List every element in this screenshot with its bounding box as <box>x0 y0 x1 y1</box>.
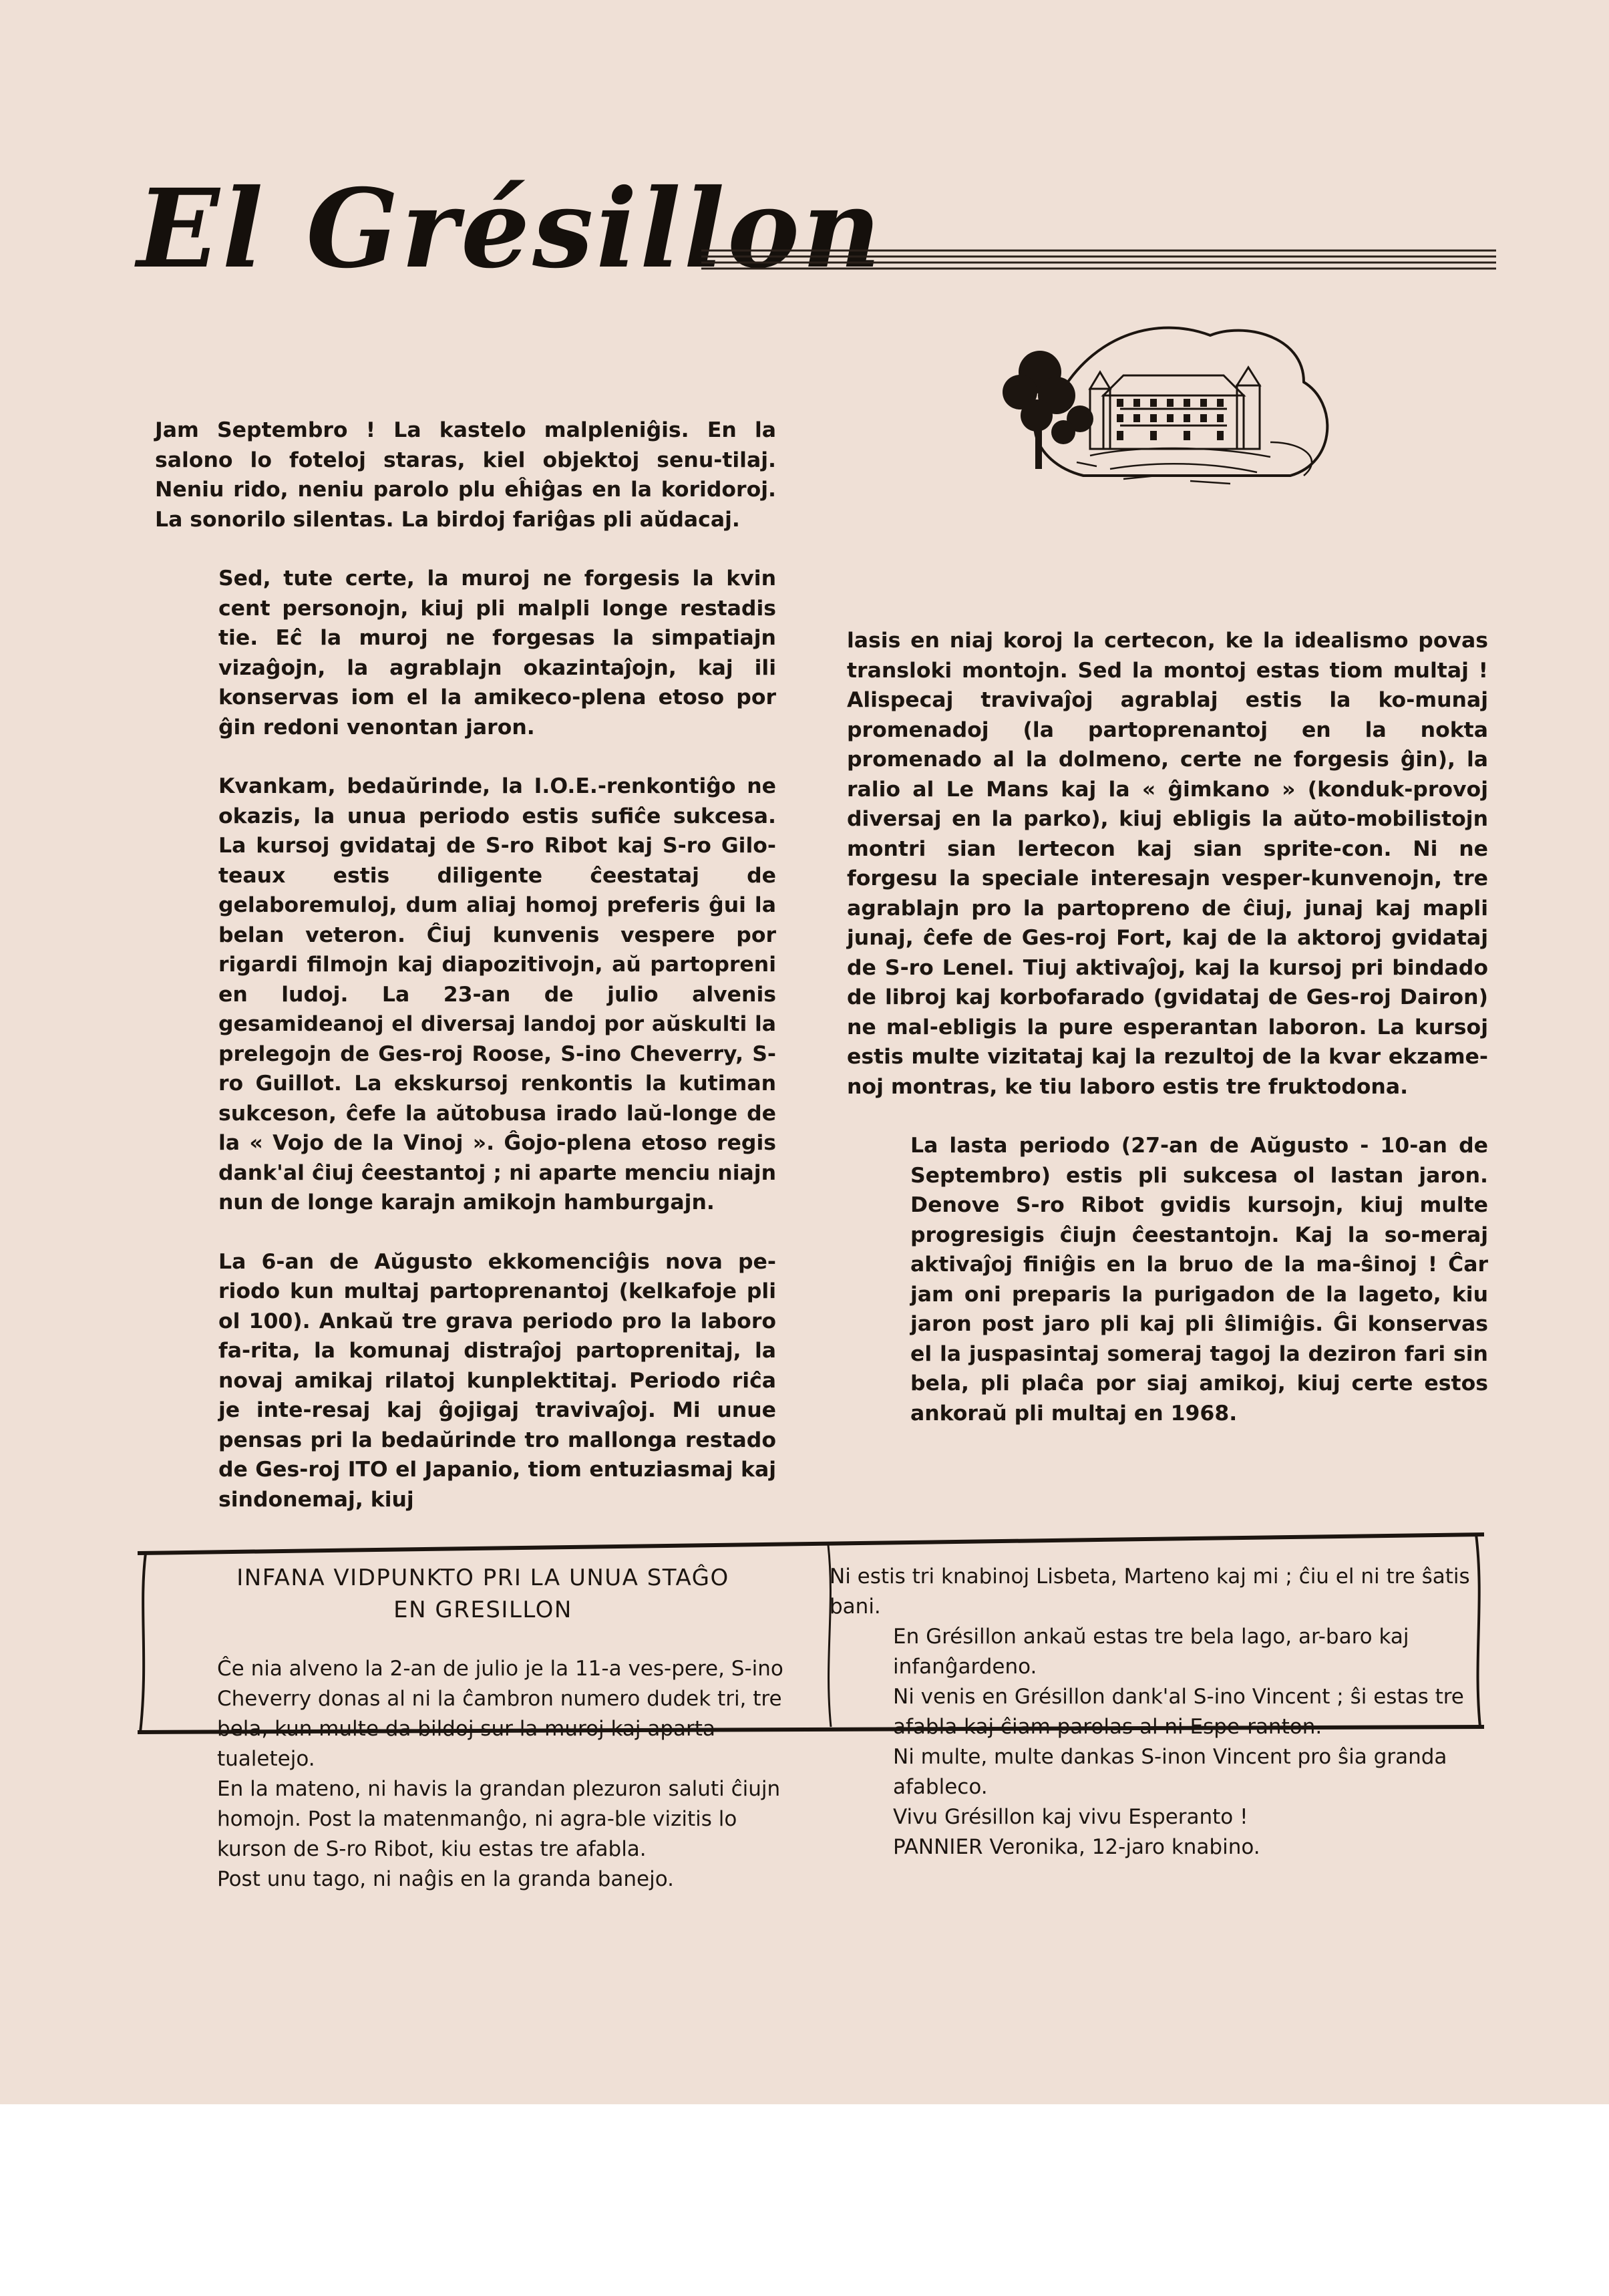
article-right-column <box>847 626 1488 1428</box>
paragraph: Kvankam, bedaŭrinde, la I.O.E.-renkontiĝo ne okazis, la unua periodo estis sufiĉe sukcesa. La kursoj gvidataj de S-ro Ribot kaj S-ro Gilo-teaux estis diligente ĉeestataj de gelaboremuloj, dum aliaj homoj preferis ĝui la belan veteron. Ĉiuj kunvenis vespere por rigardi filmojn kaj diapozitivojn, aŭ partopreni en ludoj. La 23-an de julio alvenis gesamideanoj el diversaj landoj por aŭskulti la prelegojn de Ges-roj Roose, S-ino Cheverry, S-ro Guillot. La ekskursoj renkontis la kutiman sukceson, ĉefe la aŭtobusa irado laŭ-longe de la « Vojo de la Vinoj ». Ĝojo-plena etoso regis dank'al ĉiuj ĉeestantoj ; ni aparte menciu niajn nun de longe karajn amikojn hamburgajn. <box>218 774 776 1214</box>
box-left-column <box>154 1654 795 1895</box>
box-paragraph: En Grésillon ankaŭ estas tre bela lago, ar-baro kaj infanĝardeno. <box>893 1625 1409 1679</box>
chateau-illustration <box>990 309 1364 509</box>
box-paragraph: Ni multe, multe dankas S-inon Vincent pro ŝia granda afableco. <box>893 1745 1447 1799</box>
paragraph: Jam Septembro ! La kastelo malpleniĝis. En la salono lo foteloj staras, kiel objektoj senu-tilaj. Neniu rido, neniu parolo plu eĥiĝas en la koridoroj. La sonorilo silentas. La birdoj fariĝas pli aŭdacaj. <box>155 418 776 532</box>
box-heading <box>172 1562 793 1626</box>
article-left-column <box>155 416 776 1514</box>
box-right-column <box>830 1562 1484 1862</box>
box-signature: PANNIER Veronika, 12-jaro knabino. <box>893 1835 1260 1859</box>
box-paragraph: Post unu tago, ni naĝis en la granda banejo. <box>217 1867 674 1891</box>
box-paragraph: En la mateno, ni havis la grandan plezuron saluti ĉiujn homojn. Post la matenmanĝo, ni agra-ble vizitis lo kurson de S-ro Ribot, kiu estas tre afabla. <box>217 1777 781 1861</box>
title-decorative-rules <box>701 247 1496 281</box>
paragraph: lasis en niaj koroj la certecon, ke la idealismo povas transloki montojn. Sed la montoj estas tiom multaj ! Alispecaj travivaĵoj agrablaj estis la ko-munaj promenadoj (la partoprenantoj en la nokta promenado al la dolmeno, certe ne forgesis ĝin), la ralio al Le Mans kaj la « ĝimkano » (konduk-provoj diversaj en la parko), kiuj ebligis la aŭto-mobilistojn montri sian lertecon kaj sian sprite-con. Ni ne forgesu la speciale interesajn vesper-kunvenojn, tre agrablajn pro la partopreno de ĉiuj, junaj kaj mapli junaj, ĉefe de Ges-roj Fort, kaj de la aktoroj gvidataj de S-ro Lenel. Tiuj aktivaĵoj, kaj la kursoj pri bindado de libroj kaj korbofarado (gvidataj de Ges-roj Dairon) ne mal-ebligis la pure esperantan laboron. La kursoj estis multe vizitataj kaj la rezultoj de la kvar ekzame-noj montras, ke tiu laboro estis tre fruktodona. <box>847 629 1488 1099</box>
box-paragraph: Ni venis en Grésillon dank'al S-ino Vincent ; ŝi estas tre afabla kaj ĉiam parolas al ni Espe-ranton. <box>893 1685 1464 1739</box>
paragraph: La 6-an de Aŭgusto ekkomenciĝis nova pe-riodo kun multaj partoprenantoj (kelkafoje pli ol 100). Ankaŭ tre grava periodo pro la laboro fa-rita, la komunaj distraĵoj partoprenitaj, la novaj amikaj rilatoj kunplektitaj. Periodo riĉa je inte-resaj kaj ĝojigaj travivaĵoj. Mi unue pensas pri la bedaŭrinde tro mallonga restado de Ges-roj ITO el Japanio, tiom entuziasmaj kaj sindonemaj, kiuj <box>218 1249 776 1512</box>
box-paragraph: Vivu Grésillon kaj vivu Esperanto ! <box>893 1805 1248 1829</box>
box-heading-line1: INFANA VIDPUNKTO PRI LA UNUA STAĜO <box>236 1565 729 1591</box>
box-heading-line2: EN GRESILLON <box>393 1597 572 1623</box>
box-paragraph: Ni estis tri knabinoj Lisbeta, Marteno kaj mi ; ĉiu el ni tre ŝatis bani. <box>830 1565 1470 1619</box>
paragraph: Sed, tute certe, la muroj ne forgesis la kvin cent personojn, kiuj pli malpli longe restadis tie. Eĉ la muroj ne forgesas la simpatiajn vizaĝojn, la agrablajn okazintaĵojn, kaj ili konservas iom el la amikeco-plena etoso por ĝin redoni venontan jaron. <box>218 566 776 740</box>
paragraph: La lasta periodo (27-an de Aŭgusto - 10-an de Septembro) estis pli sukcesa ol lastan jaron. Denove S-ro Ribot gvidis kursojn, kiuj multe progresigis ĉiujn ĉeestantojn. Kaj la so-meraj aktivaĵoj finiĝis en la bruo de la ma-ŝinoj ! Ĉar jam oni preparis la purigadon de la lageto, kiu jaron post jaro pli kaj pli ŝlimiĝis. Ĝi konservas el la juspasintaj someraj tagoj la deziron fari sin bela, pli plaĉa por siaj amikoj, kiuj certe estos ankoraŭ pli multaj en 1968. <box>910 1134 1488 1426</box>
box-paragraph: Ĉe nia alveno la 2-an de julio je la 11-a ves-pere, S-ino Cheverry donas al ni la ĉambron numero dudek tri, tre bela, kun multe da bildoj sur la muroj kaj aparta tualetejo. <box>217 1657 783 1771</box>
page-title: El Grésillon <box>137 166 884 293</box>
